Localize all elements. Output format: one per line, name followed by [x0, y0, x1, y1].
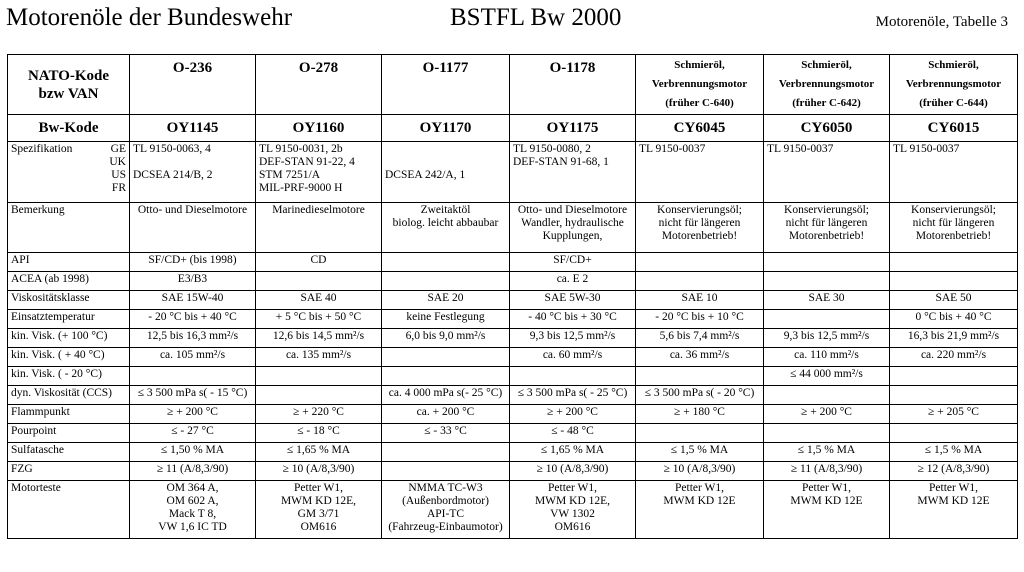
cell-line: (Fahrzeug-Einbaumotor) [388, 521, 503, 533]
nato-code-row [8, 55, 1018, 115]
property-value: ca. + 200 °C [382, 405, 510, 424]
spec-line [893, 169, 1014, 182]
property-value: ≥ + 180 °C [636, 405, 764, 424]
property-value [256, 272, 382, 291]
spec-line [513, 182, 632, 195]
property-value [130, 367, 256, 386]
property-row [8, 291, 1018, 310]
cell-line: NMMA TC-W3 [408, 482, 483, 494]
property-value: ca. E 2 [510, 272, 636, 291]
remark-cell [764, 203, 890, 253]
bw-code-cell: CY6050 [764, 115, 890, 142]
remark-label: Bemerkung [8, 203, 130, 253]
property-value: - 40 °C bis + 30 °C [510, 310, 636, 329]
engine-test-row [8, 481, 1018, 539]
property-value: ≥ 10 (A/8,3/90) [256, 462, 382, 481]
spec-line: STM 7251/A [259, 169, 321, 181]
property-label: kin. Visk. ( - 20 °C) [8, 367, 130, 386]
spec-line: TL 9150-0037 [639, 143, 706, 155]
property-value: ca. 220 mm²/s [890, 348, 1018, 367]
property-value: 16,3 bis 21,9 mm²/s [890, 329, 1018, 348]
property-row [8, 329, 1018, 348]
property-value: ≤ - 27 °C [130, 424, 256, 443]
spec-line [385, 143, 506, 156]
nato-code-cell [130, 55, 256, 115]
property-label: API [8, 253, 130, 272]
property-value: SAE 10 [636, 291, 764, 310]
remark-cell [256, 203, 382, 253]
cell-line: Schmieröl, [928, 59, 979, 71]
property-value: ≥ + 200 °C [130, 405, 256, 424]
cell-line: Konservierungsöl; [657, 204, 742, 216]
cell-line: Petter W1, [548, 482, 597, 494]
property-value: - 20 °C bis + 40 °C [130, 310, 256, 329]
property-value: 12,6 bis 14,5 mm²/s [256, 329, 382, 348]
property-value: ≤ 1,5 % MA [890, 443, 1018, 462]
property-value [256, 386, 382, 405]
property-value [890, 253, 1018, 272]
cell-line: Otto- und Dieselmotore [137, 204, 248, 216]
property-value [256, 367, 382, 386]
cell-line: OM 602 A, [166, 495, 219, 507]
spec-country: GE [110, 143, 126, 155]
cell-line: (früher C-642) [792, 97, 861, 109]
property-value [764, 386, 890, 405]
spec-line [767, 169, 886, 182]
property-value [764, 272, 890, 291]
property-value: CD [256, 253, 382, 272]
property-label: Flammpunkt [8, 405, 130, 424]
property-value: ≥ + 205 °C [890, 405, 1018, 424]
document-subtitle: BSTFL Bw 2000 [450, 4, 622, 31]
spec-line [133, 182, 252, 195]
property-value [764, 253, 890, 272]
bw-code-row [8, 115, 1018, 142]
property-value [764, 310, 890, 329]
specification-cell [382, 142, 510, 203]
property-value [382, 272, 510, 291]
cell-line: MWM KD 12E, [280, 495, 357, 507]
cell-line: O-236 [172, 60, 213, 76]
property-value [382, 253, 510, 272]
specification-label [8, 142, 130, 203]
cell-line: Schmieröl, [801, 59, 852, 71]
property-value: ≤ 1,5 % MA [636, 443, 764, 462]
spec-line [767, 156, 886, 169]
property-row [8, 386, 1018, 405]
engine-test-cell [890, 481, 1018, 539]
property-label: Pourpoint [8, 424, 130, 443]
property-value: ca. 110 mm²/s [764, 348, 890, 367]
nato-code-cell [890, 55, 1018, 115]
spec-line [639, 182, 760, 195]
property-value: 12,5 bis 16,3 mm²/s [130, 329, 256, 348]
cell-line: Konservierungsöl; [784, 204, 869, 216]
property-value [890, 386, 1018, 405]
cell-line: (Außenbordmotor) [402, 495, 489, 507]
specification-row [8, 142, 1018, 203]
spec-country: US [111, 169, 126, 181]
spec-line: TL 9150-0031, 2b [259, 143, 343, 155]
property-value: ≥ + 220 °C [256, 405, 382, 424]
engine-test-label: Motorteste [8, 481, 130, 539]
property-row [8, 348, 1018, 367]
spec-line [639, 156, 760, 169]
property-label: kin. Visk. (+ 100 °C) [8, 329, 130, 348]
spec-line [639, 169, 760, 182]
nato-code-cell [764, 55, 890, 115]
cell-line: O-1177 [422, 60, 469, 76]
remark-cell [636, 203, 764, 253]
property-value: ≤ - 33 °C [382, 424, 510, 443]
cell-line: Zweitaktöl [420, 204, 471, 216]
property-value: SAE 30 [764, 291, 890, 310]
property-value: SAE 15W-40 [130, 291, 256, 310]
property-value [382, 367, 510, 386]
spec-line [133, 156, 252, 169]
spec-line [767, 182, 886, 195]
spec-line: TL 9150-0063, 4 [133, 143, 211, 155]
spec-line: MIL-PRF-9000 H [259, 182, 343, 194]
cell-line: NATO-Kode [27, 67, 110, 84]
property-row [8, 310, 1018, 329]
page-header [0, 0, 1024, 44]
property-value: ca. 36 mm²/s [636, 348, 764, 367]
property-value [382, 462, 510, 481]
property-label: Viskositätsklasse [8, 291, 130, 310]
cell-line: OM616 [300, 521, 337, 533]
property-label: ACEA (ab 1998) [8, 272, 130, 291]
cell-line: Mack T 8, [168, 508, 217, 520]
nato-code-cell [636, 55, 764, 115]
remark-cell [890, 203, 1018, 253]
property-value: ≤ 1,5 % MA [764, 443, 890, 462]
cell-line: (früher C-644) [919, 97, 988, 109]
property-row [8, 424, 1018, 443]
cell-line: biolog. leicht abbaubar [392, 217, 499, 229]
cell-line: OM 364 A, [166, 482, 219, 494]
cell-line: MWM KD 12E [917, 495, 990, 507]
property-row [8, 272, 1018, 291]
spec-line: TL 9150-0037 [767, 143, 834, 155]
cell-line: Verbrennungsmotor [905, 78, 1002, 90]
property-value [890, 424, 1018, 443]
spec-line [513, 169, 632, 182]
cell-line: Kupplungen, [542, 230, 603, 242]
engine-test-cell [256, 481, 382, 539]
property-value: ca. 60 mm²/s [510, 348, 636, 367]
property-value: ≤ 44 000 mm²/s [764, 367, 890, 386]
cell-line: Wandler, hydraulische [521, 217, 624, 229]
cell-line: MWM KD 12E, [534, 495, 611, 507]
cell-line: (früher C-640) [665, 97, 734, 109]
spec-country: FR [111, 182, 126, 194]
cell-line: MWM KD 12E [663, 495, 736, 507]
property-label: Sulfatasche [8, 443, 130, 462]
bw-label: Bw-Kode [8, 115, 130, 142]
nato-code-cell [256, 55, 382, 115]
property-value: ≤ 3 500 mPa s( - 25 °C) [510, 386, 636, 405]
property-value: ca. 4 000 mPa s(- 25 °C) [382, 386, 510, 405]
property-value: ≤ 1,50 % MA [130, 443, 256, 462]
bw-code-cell: OY1160 [256, 115, 382, 142]
property-value: + 5 °C bis + 50 °C [256, 310, 382, 329]
cell-line: OM616 [554, 521, 591, 533]
spec-line: TL 9150-0080, 2 [513, 143, 591, 155]
nato-label [8, 55, 130, 115]
cell-line: O-278 [298, 60, 339, 76]
engine-test-cell [130, 481, 256, 539]
property-value: ≥ + 200 °C [764, 405, 890, 424]
spec-line [893, 156, 1014, 169]
specification-cell [636, 142, 764, 203]
property-value [636, 424, 764, 443]
bw-code-cell: CY6045 [636, 115, 764, 142]
property-value [890, 367, 1018, 386]
engine-test-cell [382, 481, 510, 539]
property-label: kin. Visk. ( + 40 °C) [8, 348, 130, 367]
property-value [636, 367, 764, 386]
spec-line: TL 9150-0037 [893, 143, 960, 155]
property-value: ≥ 10 (A/8,3/90) [636, 462, 764, 481]
specification-cell [256, 142, 382, 203]
cell-line: bzw VAN [38, 85, 99, 102]
cell-line: Motorenbetrieb! [788, 230, 865, 242]
remark-cell [510, 203, 636, 253]
spec-line [893, 182, 1014, 195]
bw-code-cell: CY6015 [890, 115, 1018, 142]
bw-code-cell: OY1145 [130, 115, 256, 142]
property-value [636, 272, 764, 291]
property-value: 5,6 bis 7,4 mm²/s [636, 329, 764, 348]
property-row [8, 405, 1018, 424]
engine-test-cell [764, 481, 890, 539]
property-value: E3/B3 [130, 272, 256, 291]
table-reference: Motorenöle, Tabelle 3 [875, 14, 1008, 30]
nato-code-cell [382, 55, 510, 115]
property-value: ≥ 10 (A/8,3/90) [510, 462, 636, 481]
engine-test-cell [510, 481, 636, 539]
property-value [636, 253, 764, 272]
cell-line: O-1178 [549, 60, 596, 76]
cell-line: Otto- und Dieselmotore [517, 204, 628, 216]
spec-country-list [109, 143, 126, 195]
cell-line: nicht für längeren [785, 217, 868, 229]
property-value: - 20 °C bis + 10 °C [636, 310, 764, 329]
spec-label-text: Spezifikation [11, 143, 73, 155]
property-row [8, 462, 1018, 481]
property-row [8, 253, 1018, 272]
property-row [8, 367, 1018, 386]
property-value: ca. 105 mm²/s [130, 348, 256, 367]
spec-country: UK [109, 156, 126, 168]
property-value: SAE 5W-30 [510, 291, 636, 310]
property-value: 9,3 bis 12,5 mm²/s [764, 329, 890, 348]
property-value: ≤ 1,65 % MA [256, 443, 382, 462]
nato-code-cell [510, 55, 636, 115]
property-value: 0 °C bis + 40 °C [890, 310, 1018, 329]
bw-code-cell: OY1175 [510, 115, 636, 142]
spec-line: DEF-STAN 91-68, 1 [513, 156, 609, 168]
property-value: ca. 135 mm²/s [256, 348, 382, 367]
property-value: ≥ 12 (A/8,3/90) [890, 462, 1018, 481]
cell-line: Petter W1, [675, 482, 724, 494]
property-value: SAE 20 [382, 291, 510, 310]
property-value: ≤ - 18 °C [256, 424, 382, 443]
property-value: SF/CD+ [510, 253, 636, 272]
spec-line: DCSEA 242/A, 1 [385, 169, 466, 181]
cell-line: Verbrennungsmotor [651, 78, 748, 90]
property-label: dyn. Viskosität (CCS) [8, 386, 130, 405]
cell-line: Petter W1, [294, 482, 343, 494]
remark-cell [382, 203, 510, 253]
property-value [890, 272, 1018, 291]
cell-line: Petter W1, [929, 482, 978, 494]
property-value: SAE 50 [890, 291, 1018, 310]
cell-line: VW 1302 [550, 508, 595, 520]
property-value: ≥ 11 (A/8,3/90) [130, 462, 256, 481]
property-value: ≤ 3 500 mPa s( - 20 °C) [636, 386, 764, 405]
remark-cell [130, 203, 256, 253]
property-label: Einsatztemperatur [8, 310, 130, 329]
remark-row [8, 203, 1018, 253]
property-value: ≥ + 200 °C [510, 405, 636, 424]
spec-line [385, 182, 506, 195]
property-value: 9,3 bis 12,5 mm²/s [510, 329, 636, 348]
cell-line: Petter W1, [802, 482, 851, 494]
property-label: FZG [8, 462, 130, 481]
property-row [8, 443, 1018, 462]
cell-line: GM 3/71 [297, 508, 340, 520]
property-value: keine Festlegung [382, 310, 510, 329]
property-value [510, 367, 636, 386]
cell-line: Schmieröl, [674, 59, 725, 71]
property-value: SF/CD+ (bis 1998) [130, 253, 256, 272]
property-value [382, 443, 510, 462]
engine-test-cell [636, 481, 764, 539]
cell-line: Konservierungsöl; [911, 204, 996, 216]
spec-line: DCSEA 214/B, 2 [133, 169, 213, 181]
spec-line [385, 156, 506, 169]
cell-line: MWM KD 12E [790, 495, 863, 507]
cell-line: nicht für längeren [912, 217, 995, 229]
cell-line: API-TC [426, 508, 465, 520]
cell-line: Motorenbetrieb! [661, 230, 738, 242]
property-value: ≥ 11 (A/8,3/90) [764, 462, 890, 481]
property-value: ≤ 3 500 mPa s( - 15 °C) [130, 386, 256, 405]
bw-code-cell: OY1170 [382, 115, 510, 142]
motor-oil-table [7, 54, 1018, 539]
property-value: ≤ - 48 °C [510, 424, 636, 443]
document-title: Motorenöle der Bundeswehr [6, 4, 293, 31]
property-value [764, 424, 890, 443]
cell-line: VW 1,6 IC TD [158, 521, 227, 533]
spec-line: DEF-STAN 91-22, 4 [259, 156, 355, 168]
property-value: ≤ 1,65 % MA [510, 443, 636, 462]
property-value [382, 348, 510, 367]
specification-cell [130, 142, 256, 203]
property-value: 6,0 bis 9,0 mm²/s [382, 329, 510, 348]
cell-line: Motorenbetrieb! [915, 230, 992, 242]
specification-cell [890, 142, 1018, 203]
specification-cell [764, 142, 890, 203]
cell-line: Verbrennungsmotor [778, 78, 875, 90]
cell-line: nicht für längeren [658, 217, 741, 229]
cell-line: Marinedieselmotore [272, 204, 365, 216]
specification-cell [510, 142, 636, 203]
property-value: SAE 40 [256, 291, 382, 310]
